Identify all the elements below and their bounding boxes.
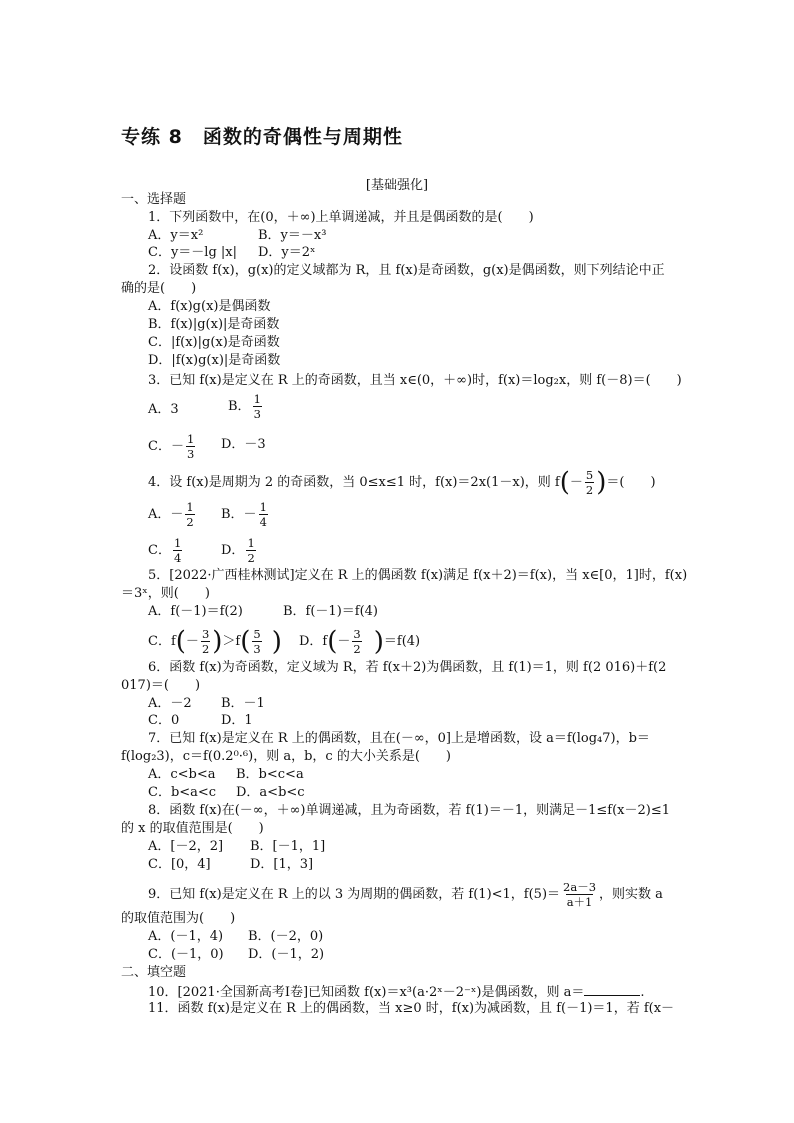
q5-option-b: B．f(－1)＝f(4) — [283, 604, 379, 619]
q7-option-d: D．a<b<c — [236, 785, 305, 800]
q2-option-c: C．|f(x)|g(x)是奇函数 — [148, 335, 280, 350]
question-9-stem-2: 的取值范围为( ) — [121, 911, 236, 926]
page-title: 专练 8 函数的奇偶性与周期性 — [121, 126, 403, 148]
question-8-stem-2: 的 x 的取值范围是( ) — [121, 821, 264, 836]
q5-option-d: D．f(－ $\frac{3}{2}$ )＝f(4) — [299, 626, 421, 657]
q5-option-c: C．f(－ $\frac{3}{2}$ )＞f( $\frac{5}{3}$ ) — [148, 626, 282, 657]
q9-option-a: A．(－1，4) — [148, 929, 224, 944]
question-11-stem: 11．函数 f(x)是定义在 R 上的偶函数，当 x≥0 时，f(x)为减函数，且 f(－1)＝1，若 f(x－ — [148, 1001, 675, 1016]
q2-option-b: B．f(x)|g(x)|是奇函数 — [148, 317, 280, 332]
q2-option-a: A．f(x)g(x)是偶函数 — [148, 299, 271, 314]
question-2-stem-1: 2．设函数 f(x)，g(x)的定义域都为 R，且 f(x)是奇函数，g(x)是偶函数，则下列结论中正 — [148, 263, 665, 278]
question-10-stem: 10．[2021·全国新高考Ⅰ卷]已知函数 f(x)＝x³(a·2ˣ－2⁻ˣ)是偶函数，则 a＝ . — [148, 985, 645, 1000]
section-heading: [基础强化] — [365, 178, 429, 193]
q4-option-a: A．－ $\frac{1}{2}$ — [148, 500, 194, 529]
q8-option-a: A．[－2，2] — [148, 839, 224, 854]
fraction: $\frac{1}{2}$ — [247, 536, 255, 565]
question-5-stem-1: 5．[2022·广西桂林测试]定义在 R 上的偶函数 f(x)满足 f(x＋2)＝f(x)，当 x∈[0，1]时，f(x) — [148, 568, 688, 583]
q1-option-b: B．y＝－x³ — [258, 228, 327, 243]
question-3-stem: 3．已知 f(x)是定义在 R 上的奇函数，且当 x∈(0，＋∞)时，f(x)＝log₂x，则 f(－8)＝( ) — [148, 373, 682, 388]
q4-option-d: D． $\frac{1}{2}$ — [221, 536, 255, 565]
fraction: $\frac{5}{3}$ — [253, 627, 261, 656]
fraction: $\frac{3}{2}$ — [353, 627, 361, 656]
part-heading-fill: 二、填空题 — [121, 965, 187, 980]
answer-blank — [584, 983, 640, 996]
question-6-stem-2: 017)＝( ) — [121, 678, 201, 693]
q5-option-a: A．f(－1)＝f(2) — [148, 604, 243, 619]
q3-option-c: C．－ $\frac{1}{3}$ — [148, 432, 195, 461]
q7-option-c: C．b<a<c — [148, 785, 217, 800]
fraction: $\frac{1}{4}$ — [173, 536, 182, 565]
q7-option-b: B．b<c<a — [236, 767, 304, 782]
q8-option-d: D．[1，3] — [250, 857, 314, 872]
question-8-stem-1: 8．函数 f(x)在(－∞，＋∞)单调递减，且为奇函数，若 f(1)＝－1，则满足－1≤f(x－2)≤1 — [148, 803, 671, 818]
q4-option-b: B．－ $\frac{1}{4}$ — [221, 500, 267, 529]
q3-option-d: D．－3 — [221, 437, 266, 452]
q4-option-c: C． $\frac{1}{4}$ — [148, 536, 182, 565]
question-7-stem-2: f(log₂3)，c＝f(0.2⁰·⁶)，则 a，b，c 的大小关系是( ) — [121, 749, 451, 764]
question-1-stem: 1．下列函数中，在(0，＋∞)上单调递减，并且是偶函数的是( ) — [148, 210, 534, 225]
fraction: $\frac{1}{3}$ — [186, 432, 195, 461]
q6-option-b: B．－1 — [221, 696, 265, 711]
q3-option-a: A．3 — [148, 402, 179, 417]
q6-option-a: A．－2 — [148, 696, 192, 711]
part-heading-choice: 一、选择题 — [121, 192, 187, 207]
q9-option-c: C．(－1，0) — [148, 947, 224, 962]
fraction: $\frac{2a-3}{a+1}$ — [563, 880, 597, 909]
question-7-stem-1: 7．已知 f(x)是定义在 R 上的偶函数，且在(－∞，0]上是增函数，设 a＝f(log₄7)，b＝ — [148, 731, 650, 746]
q2-option-d: D．|f(x)g(x)|是奇函数 — [148, 353, 281, 368]
question-6-stem-1: 6．函数 f(x)为奇函数，定义域为 R，若 f(x＋2)为偶函数，且 f(1)＝1，则 f(2 016)＋f(2 — [148, 660, 667, 675]
q9-option-d: D．(－1，2) — [248, 947, 325, 962]
q6-option-d: D．1 — [221, 713, 253, 728]
fraction: $\frac{1}{4}$ — [259, 500, 267, 529]
fraction: $\frac{1}{2}$ — [186, 500, 194, 529]
q9-option-b: B．(－2，0) — [248, 929, 324, 944]
q6-option-c: C．0 — [148, 713, 180, 728]
question-2-stem-2: 确的是( ) — [121, 281, 197, 296]
question-5-stem-2: ＝3ˣ，则( ) — [121, 586, 210, 601]
fraction: $\frac{1}{3}$ — [253, 392, 261, 421]
q1-option-c: C．y＝－lg |x| — [148, 245, 237, 260]
q1-option-a: A．y＝x² — [148, 228, 204, 243]
question-4-stem: 4．设 f(x)是周期为 2 的奇函数，当 0≤x≤1 时，f(x)＝2x(1－x)，则 f(－ $\frac{5}{2}$ )＝( ) — [148, 467, 656, 498]
fraction: $\frac{5}{2}$ — [585, 468, 594, 497]
q3-option-b: B． $\frac{1}{3}$ — [228, 392, 261, 421]
q8-option-c: C．[0，4] — [148, 857, 211, 872]
q7-option-a: A．c<b<a — [148, 767, 216, 782]
q8-option-b: B．[－1，1] — [250, 839, 326, 854]
question-9-stem-1: 9．已知 f(x)是定义在 R 上的以 3 为周期的偶函数，若 f(1)<1，f(5)＝ $\frac{2a-3}{a+1}$ ，则实数 a — [148, 880, 663, 909]
q1-option-d: D．y＝2ˣ — [258, 245, 316, 260]
fraction: $\frac{3}{2}$ — [201, 627, 210, 656]
